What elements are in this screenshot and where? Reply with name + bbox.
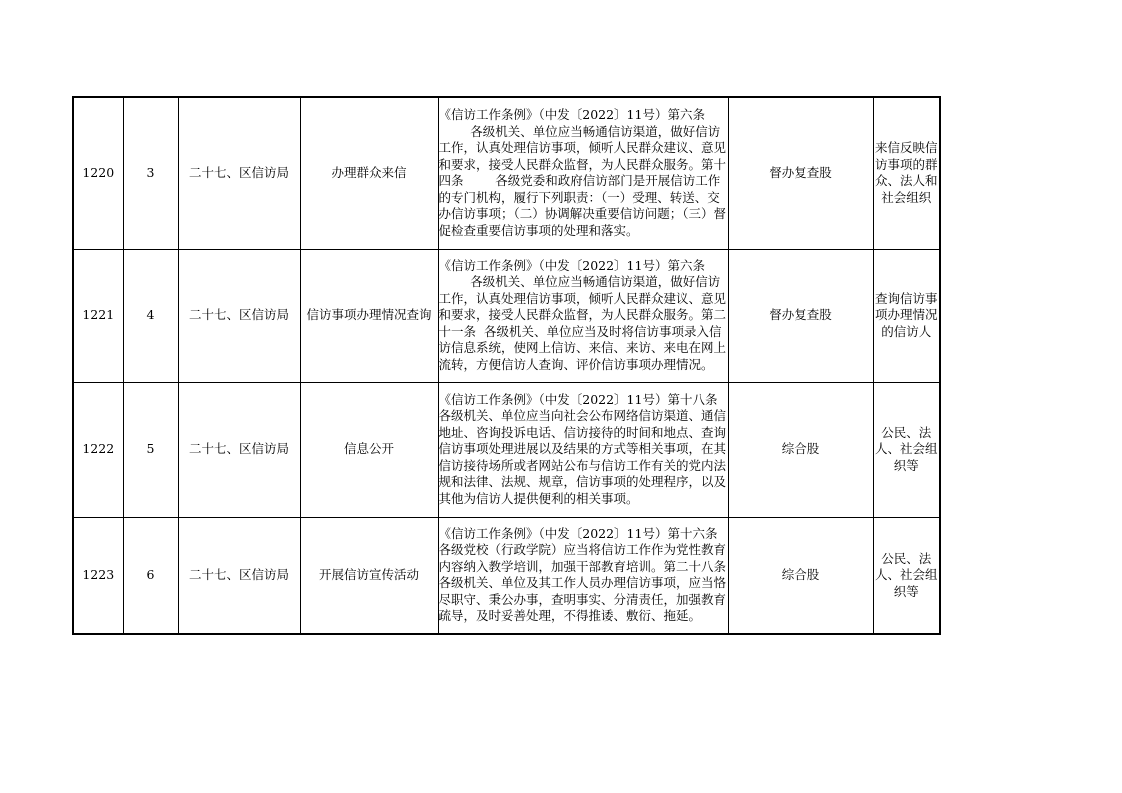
table-row bbox=[73, 249, 940, 382]
row-sequence-number: 1222 bbox=[73, 382, 123, 517]
row-responsible-unit: 综合股 bbox=[728, 517, 873, 634]
table-row bbox=[73, 97, 940, 249]
row-service-target: 公民、法人、社会组织等 bbox=[873, 517, 940, 634]
row-service-target: 来信反映信访事项的群众、法人和社会组织 bbox=[873, 97, 940, 249]
row-responsible-unit: 综合股 bbox=[728, 382, 873, 517]
table-row bbox=[73, 517, 940, 634]
row-department: 二十七、区信访局 bbox=[178, 97, 300, 249]
row-item-number: 5 bbox=[123, 382, 178, 517]
row-sequence-number: 1223 bbox=[73, 517, 123, 634]
row-service-name: 信访事项办理情况查询 bbox=[300, 249, 438, 382]
public-service-list-table bbox=[72, 96, 941, 635]
row-sequence-number: 1220 bbox=[73, 97, 123, 249]
row-item-number: 4 bbox=[123, 249, 178, 382]
row-service-target: 公民、法人、社会组织等 bbox=[873, 382, 940, 517]
row-service-name: 开展信访宣传活动 bbox=[300, 517, 438, 634]
row-department: 二十七、区信访局 bbox=[178, 517, 300, 634]
row-department: 二十七、区信访局 bbox=[178, 249, 300, 382]
table-row bbox=[73, 382, 940, 517]
row-responsible-unit: 督办复查股 bbox=[728, 97, 873, 249]
row-legal-basis: 《信访工作条例》（中发〔2022〕11号）第六条 各级机关、单位应当畅通信访渠道，做好信访工作，认真处理信访事项，倾听人民群众建议、意见和要求，接受人民群众监督，为人民群众服务。第十四条 各级党委和政府信访部门是开展信访工作的专门机构，履行下列职责：（一）受理、转送、交办信访事项；（二）协调解决重要信访问题；（三）督促检查重要信访事项的处理和落实。 bbox=[438, 97, 728, 249]
row-sequence-number: 1221 bbox=[73, 249, 123, 382]
row-legal-basis: 《信访工作条例》（中发〔2022〕11号）第十六条 各级党校（行政学院）应当将信访工作作为党性教育内容纳入教学培训，加强干部教育培训。第二十八条 各级机关、单位及其工作人员办理信访事项，应当恪尽职守、秉公办事，查明事实、分清责任，加强教育疏导，及时妥善处理，不得推诿、敷衍、拖延。 bbox=[438, 517, 728, 634]
row-legal-basis: 《信访工作条例》（中发〔2022〕11号）第六条 各级机关、单位应当畅通信访渠道，做好信访工作，认真处理信访事项，倾听人民群众建议、意见和要求，接受人民群众监督，为人民群众服务。第二十一条 各级机关、单位应当及时将信访事项录入信访信息系统，使网上信访、来信、来访、来电在网上流转，方便信访人查询、评价信访事项办理情况。 bbox=[438, 249, 728, 382]
row-item-number: 6 bbox=[123, 517, 178, 634]
row-service-name: 信息公开 bbox=[300, 382, 438, 517]
row-department: 二十七、区信访局 bbox=[178, 382, 300, 517]
row-service-name: 办理群众来信 bbox=[300, 97, 438, 249]
row-service-target: 查询信访事项办理情况的信访人 bbox=[873, 249, 940, 382]
row-responsible-unit: 督办复查股 bbox=[728, 249, 873, 382]
row-legal-basis: 《信访工作条例》（中发〔2022〕11号）第十八条 各级机关、单位应当向社会公布网络信访渠道、通信地址、咨询投诉电话、信访接待的时间和地点、查询信访事项处理进展以及结果的方式等相关事项，在其信访接待场所或者网站公布与信访工作有关的党内法规和法律、法规、规章，信访事项的处理程序，以及其他为信访人提供便利的相关事项。 bbox=[438, 382, 728, 517]
row-item-number: 3 bbox=[123, 97, 178, 249]
